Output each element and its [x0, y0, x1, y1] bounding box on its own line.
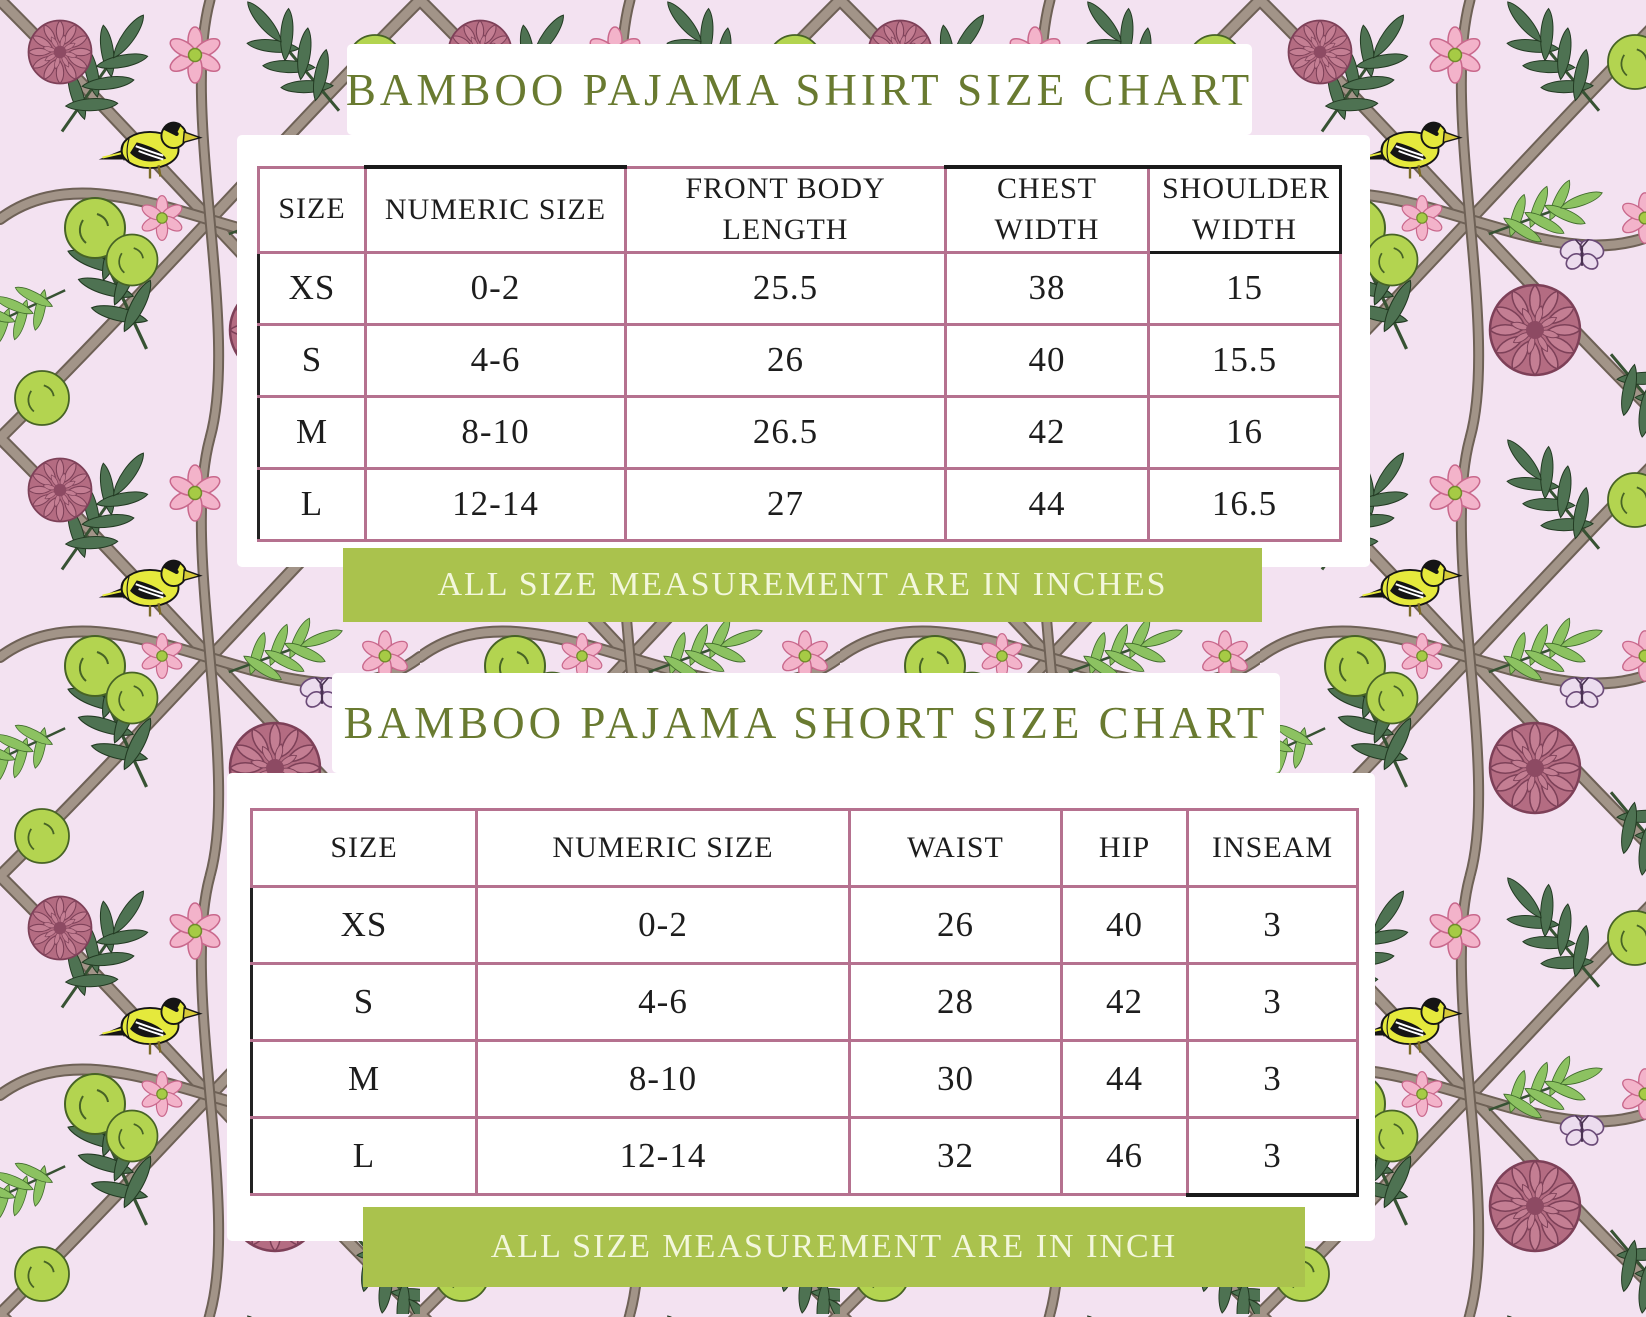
cell-value: 26 — [850, 887, 1062, 964]
shirt-col-chest-width: CHEST WIDTH — [946, 167, 1149, 252]
shirt-col-size: SIZE — [259, 167, 366, 252]
shirt-measurement-note-banner — [343, 548, 1262, 622]
shirt-row-s — [259, 324, 1341, 396]
cell-value: 40 — [1062, 887, 1188, 964]
shirt-size-table — [257, 165, 1342, 542]
cell-value: 38 — [946, 252, 1149, 324]
shirt-chart-title: BAMBOO PAJAMA SHIRT SIZE CHART — [345, 64, 1254, 115]
cell-value: 32 — [850, 1118, 1062, 1195]
short-row-l — [252, 1118, 1358, 1195]
cell-value: 27 — [626, 468, 946, 540]
cell-value: 16 — [1149, 396, 1341, 468]
shirt-row-xs — [259, 252, 1341, 324]
shirt-row-l — [259, 468, 1341, 540]
short-size-table — [250, 808, 1359, 1197]
shirt-chart-title-band — [347, 44, 1252, 135]
shirt-measurement-note: ALL SIZE MEASUREMENT ARE IN INCHES — [437, 566, 1168, 603]
short-measurement-note: ALL SIZE MEASUREMENT ARE IN INCH — [490, 1228, 1178, 1265]
shirt-row-m — [259, 396, 1341, 468]
cell-value: XS — [259, 252, 366, 324]
cell-value: S — [252, 964, 477, 1041]
cell-value: 3 — [1188, 964, 1358, 1041]
cell-value: 25.5 — [626, 252, 946, 324]
cell-value: 42 — [946, 396, 1149, 468]
cell-value: 8-10 — [477, 1041, 850, 1118]
short-col-waist: WAIST — [850, 810, 1062, 887]
short-chart-title: BAMBOO PAJAMA SHORT SIZE CHART — [343, 698, 1269, 748]
cell-value: 12-14 — [477, 1118, 850, 1195]
short-col-size: SIZE — [252, 810, 477, 887]
cell-value: 26.5 — [626, 396, 946, 468]
cell-value: 46 — [1062, 1118, 1188, 1195]
cell-value: L — [252, 1118, 477, 1195]
short-measurement-note-banner — [363, 1207, 1305, 1287]
shirt-col-shoulder-width: SHOULDER WIDTH — [1149, 167, 1341, 252]
cell-value: M — [252, 1041, 477, 1118]
cell-value: 8-10 — [366, 396, 626, 468]
short-col-numeric-size: NUMERIC SIZE — [477, 810, 850, 887]
cell-value: 26 — [626, 324, 946, 396]
cell-value: 3 — [1188, 1041, 1358, 1118]
cell-value: 44 — [1062, 1041, 1188, 1118]
cell-value: 3 — [1188, 1118, 1358, 1195]
cell-value: 42 — [1062, 964, 1188, 1041]
short-row-s — [252, 964, 1358, 1041]
short-col-inseam: INSEAM — [1188, 810, 1358, 887]
cell-value: S — [259, 324, 366, 396]
cell-value: 28 — [850, 964, 1062, 1041]
short-header-row — [252, 810, 1358, 887]
cell-value: 12-14 — [366, 468, 626, 540]
cell-value: 4-6 — [477, 964, 850, 1041]
cell-value: M — [259, 396, 366, 468]
cell-value: 0-2 — [366, 252, 626, 324]
short-col-hip: HIP — [1062, 810, 1188, 887]
cell-value: L — [259, 468, 366, 540]
shirt-col-numeric-size: NUMERIC SIZE — [366, 167, 626, 252]
shirt-col-front-body-length: FRONT BODY LENGTH — [626, 167, 946, 252]
short-row-xs — [252, 887, 1358, 964]
cell-value: XS — [252, 887, 477, 964]
cell-value: 30 — [850, 1041, 1062, 1118]
cell-value: 3 — [1188, 887, 1358, 964]
cell-value: 40 — [946, 324, 1149, 396]
cell-value: 44 — [946, 468, 1149, 540]
short-chart-title-band — [332, 673, 1280, 773]
cell-value: 0-2 — [477, 887, 850, 964]
short-row-m — [252, 1041, 1358, 1118]
shirt-header-row — [259, 167, 1341, 252]
cell-value: 4-6 — [366, 324, 626, 396]
cell-value: 16.5 — [1149, 468, 1341, 540]
cell-value: 15.5 — [1149, 324, 1341, 396]
cell-value: 15 — [1149, 252, 1341, 324]
